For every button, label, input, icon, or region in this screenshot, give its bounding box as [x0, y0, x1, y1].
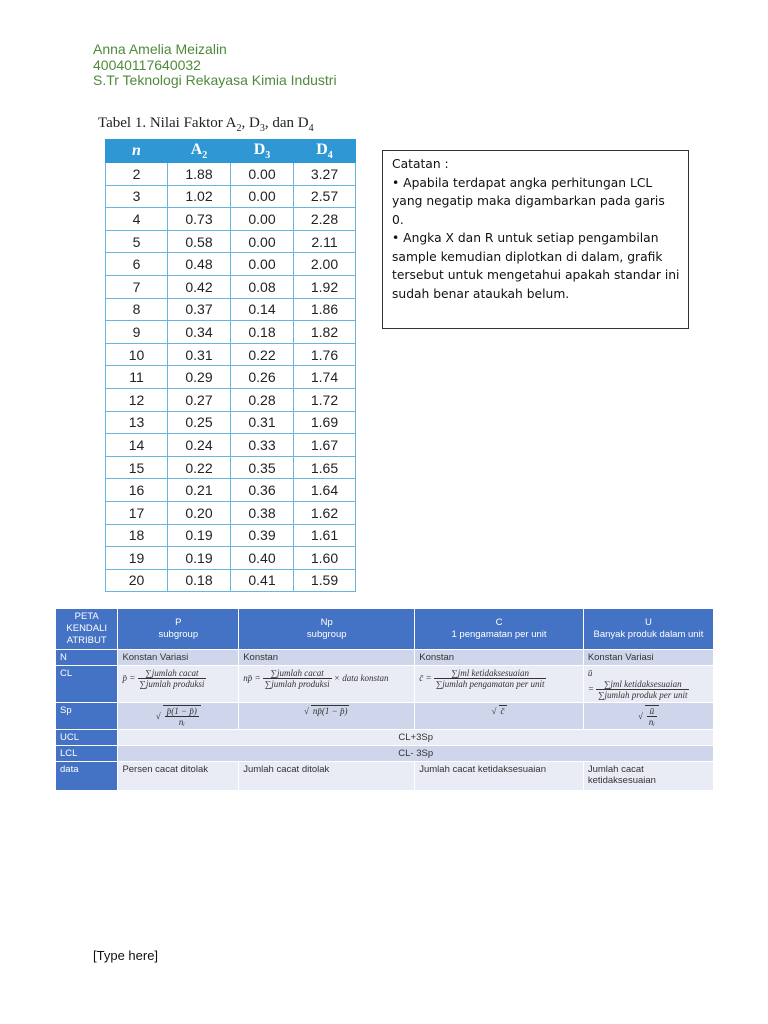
factor-cell: 2.00	[294, 253, 356, 276]
attr-row-n	[56, 650, 714, 666]
note-box	[382, 150, 689, 329]
factor-cell: 1.92	[294, 275, 356, 298]
note-title: Catatan :	[392, 157, 449, 171]
row-label-data: data	[56, 762, 118, 791]
factor-table-body	[106, 163, 356, 592]
note-item: • Angka X dan R untuk setiap pengambilan sample kemudian diplotkan di dalam, grafik tersebut untuk mengetahui apakah standar ini sudah benar ataukah belum.	[392, 231, 680, 301]
factor-table-row	[106, 479, 356, 502]
author-name: Anna Amelia Meizalin	[93, 41, 227, 57]
factor-cell: 5	[106, 230, 168, 253]
factor-cell: 14	[106, 434, 168, 457]
factor-cell: 0.38	[231, 501, 294, 524]
factor-cell: 0.31	[231, 411, 294, 434]
factor-cell: 0.19	[168, 547, 231, 570]
header-a2: $A_2$	[168, 140, 231, 163]
factor-cell: 0.31	[168, 343, 231, 366]
factor-cell: 1.74	[294, 366, 356, 389]
factor-cell: 0.28	[231, 388, 294, 411]
factor-table-row	[106, 434, 356, 457]
sp-formula-np: √ np̄(1 − p̄)	[239, 703, 415, 730]
factor-cell: 0.35	[231, 456, 294, 479]
cl-formula-p: p̄ = $\frac{\text{∑jumlah cacat}}{\text{∑jumlah produksi}}$	[118, 666, 239, 703]
factor-cell: 1.64	[294, 479, 356, 502]
factor-table-row	[106, 185, 356, 208]
attr-row-lcl	[56, 746, 714, 762]
factor-cell: 0.48	[168, 253, 231, 276]
factor-cell: 20	[106, 569, 168, 592]
attr-corner-header: PETA KENDALI ATRIBUT	[56, 609, 118, 650]
factor-cell: 19	[106, 547, 168, 570]
factor-cell: 1.62	[294, 501, 356, 524]
factor-cell: 1.60	[294, 547, 356, 570]
factor-cell: 0.58	[168, 230, 231, 253]
factor-cell: 8	[106, 298, 168, 321]
factor-cell: 6	[106, 253, 168, 276]
factor-cell: 0.24	[168, 434, 231, 457]
factor-cell: 0.40	[231, 547, 294, 570]
factor-cell: 1.88	[168, 163, 231, 186]
attribute-control-table	[55, 608, 714, 791]
row-label-lcl: LCL	[56, 746, 118, 762]
data-cell-c: Jumlah cacat ketidaksesuaian	[415, 762, 584, 791]
factor-table-row	[106, 388, 356, 411]
factor-table-row	[106, 321, 356, 344]
factor-table-row	[106, 298, 356, 321]
factor-cell: 0.22	[231, 343, 294, 366]
factor-table-caption: Tabel 1. Nilai Faktor $A_2$, $D_3$, dan $D_4$	[98, 115, 314, 134]
factor-cell: 0.36	[231, 479, 294, 502]
factor-cell: 1.02	[168, 185, 231, 208]
factor-table-row	[106, 275, 356, 298]
factor-table-row	[106, 411, 356, 434]
factor-cell: 10	[106, 343, 168, 366]
factor-cell: 1.69	[294, 411, 356, 434]
factor-cell: 0.37	[168, 298, 231, 321]
factor-cell: 0.33	[231, 434, 294, 457]
factor-table-row	[106, 456, 356, 479]
factor-cell: 0.00	[231, 208, 294, 231]
attr-header-np: Np subgroup	[239, 609, 415, 650]
data-cell-u: Jumlah cacat ketidaksesuaian	[583, 762, 713, 791]
author-program: S.Tr Teknologi Rekayasa Kimia Industri	[93, 72, 337, 88]
factor-table-row	[106, 253, 356, 276]
lcl-formula: CL- 3Sp	[118, 746, 714, 762]
factor-table-header	[106, 140, 356, 163]
factor-cell: 0.42	[168, 275, 231, 298]
factor-cell: 15	[106, 456, 168, 479]
attr-header-c: C 1 pengamatan per unit	[415, 609, 584, 650]
attr-header-p: P subgroup	[118, 609, 239, 650]
factor-cell: 0.00	[231, 185, 294, 208]
factor-table-row	[106, 343, 356, 366]
factor-cell: 1.61	[294, 524, 356, 547]
factor-cell: 0.73	[168, 208, 231, 231]
factor-cell: 1.76	[294, 343, 356, 366]
cl-formula-np: np̄ = $\frac{\text{∑jumlah cacat}}{\text{∑jumlah produksi}}$ × data konstan	[239, 666, 415, 703]
factor-cell: 0.41	[231, 569, 294, 592]
factor-cell: 0.29	[168, 366, 231, 389]
factor-cell: 7	[106, 275, 168, 298]
factor-cell: 0.18	[168, 569, 231, 592]
factor-table-row	[106, 208, 356, 231]
cl-formula-c: c̄ = $\frac{\text{∑jml ketidaksesuaian}}{\text{∑jumlah pengamatan per unit}}$	[415, 666, 584, 703]
sp-formula-p: √ $\frac{p̄(1 - p̄)}{\text{nᵢ}}$	[118, 703, 239, 730]
row-label-sp: Sp	[56, 703, 118, 730]
factor-cell: 1.67	[294, 434, 356, 457]
data-cell-np: Jumlah cacat ditolak	[239, 762, 415, 791]
factor-cell: 0.26	[231, 366, 294, 389]
factor-cell: 0.39	[231, 524, 294, 547]
header-d4: $D_4$	[294, 140, 356, 163]
factor-cell: 0.27	[168, 388, 231, 411]
factor-cell: 0.00	[231, 253, 294, 276]
factor-cell: 1.65	[294, 456, 356, 479]
factor-table-row	[106, 547, 356, 570]
factor-cell: 0.00	[231, 230, 294, 253]
factor-cell: 2.28	[294, 208, 356, 231]
footer-placeholder: [Type here]	[93, 948, 159, 963]
author-block	[93, 42, 337, 89]
factor-cell: 1.82	[294, 321, 356, 344]
factor-cell: 9	[106, 321, 168, 344]
n-cell-c: Konstan	[415, 650, 584, 666]
factor-cell: 0.08	[231, 275, 294, 298]
factor-cell: 0.19	[168, 524, 231, 547]
factor-cell: 2.57	[294, 185, 356, 208]
attr-header-u: U Banyak produk dalam unit	[583, 609, 713, 650]
factor-cell: 2.11	[294, 230, 356, 253]
attr-row-ucl	[56, 730, 714, 746]
factor-table-row	[106, 163, 356, 186]
n-cell-p: Konstan Variasi	[118, 650, 239, 666]
n-cell-np: Konstan	[239, 650, 415, 666]
data-cell-p: Persen cacat ditolak	[118, 762, 239, 791]
factor-cell: 4	[106, 208, 168, 231]
factor-cell: 2	[106, 163, 168, 186]
cl-formula-u: ū = $\frac{\text{∑jml ketidaksesuaian}}{\text{∑jumlah produk per unit}}$	[583, 666, 713, 703]
factor-table-row	[106, 569, 356, 592]
header-n: n	[106, 140, 168, 163]
factor-cell: 16	[106, 479, 168, 502]
factor-cell: 17	[106, 501, 168, 524]
factor-table-row	[106, 501, 356, 524]
factor-cell: 13	[106, 411, 168, 434]
sp-formula-c: √ c̄	[415, 703, 584, 730]
ucl-formula: CL+3Sp	[118, 730, 714, 746]
factor-cell: 3	[106, 185, 168, 208]
attr-row-cl	[56, 666, 714, 703]
factor-cell: 1.59	[294, 569, 356, 592]
attr-row-sp	[56, 703, 714, 730]
attr-row-data	[56, 762, 714, 791]
factor-cell: 0.00	[231, 163, 294, 186]
factor-table	[105, 139, 356, 592]
row-label-cl: CL	[56, 666, 118, 703]
factor-cell: 11	[106, 366, 168, 389]
sp-formula-u: √ $\frac{ū}{\text{nᵢ}}$	[583, 703, 713, 730]
factor-cell: 0.34	[168, 321, 231, 344]
row-label-ucl: UCL	[56, 730, 118, 746]
factor-cell: 0.21	[168, 479, 231, 502]
factor-table-row	[106, 230, 356, 253]
n-cell-u: Konstan Variasi	[583, 650, 713, 666]
factor-cell: 0.25	[168, 411, 231, 434]
factor-cell: 1.72	[294, 388, 356, 411]
header-d3: $D_3$	[231, 140, 294, 163]
factor-cell: 0.22	[168, 456, 231, 479]
factor-cell: 0.20	[168, 501, 231, 524]
author-id: 40040117640032	[93, 56, 201, 73]
note-item: • Apabila terdapat angka perhitungan LCL yang negatip maka digambarkan pada garis 0.	[392, 175, 665, 227]
factor-cell: 1.86	[294, 298, 356, 321]
factor-table-row	[106, 524, 356, 547]
factor-cell: 3.27	[294, 163, 356, 186]
factor-cell: 0.18	[231, 321, 294, 344]
factor-cell: 18	[106, 524, 168, 547]
factor-cell: 12	[106, 388, 168, 411]
row-label-n: N	[56, 650, 118, 666]
factor-cell: 0.14	[231, 298, 294, 321]
factor-table-row	[106, 366, 356, 389]
